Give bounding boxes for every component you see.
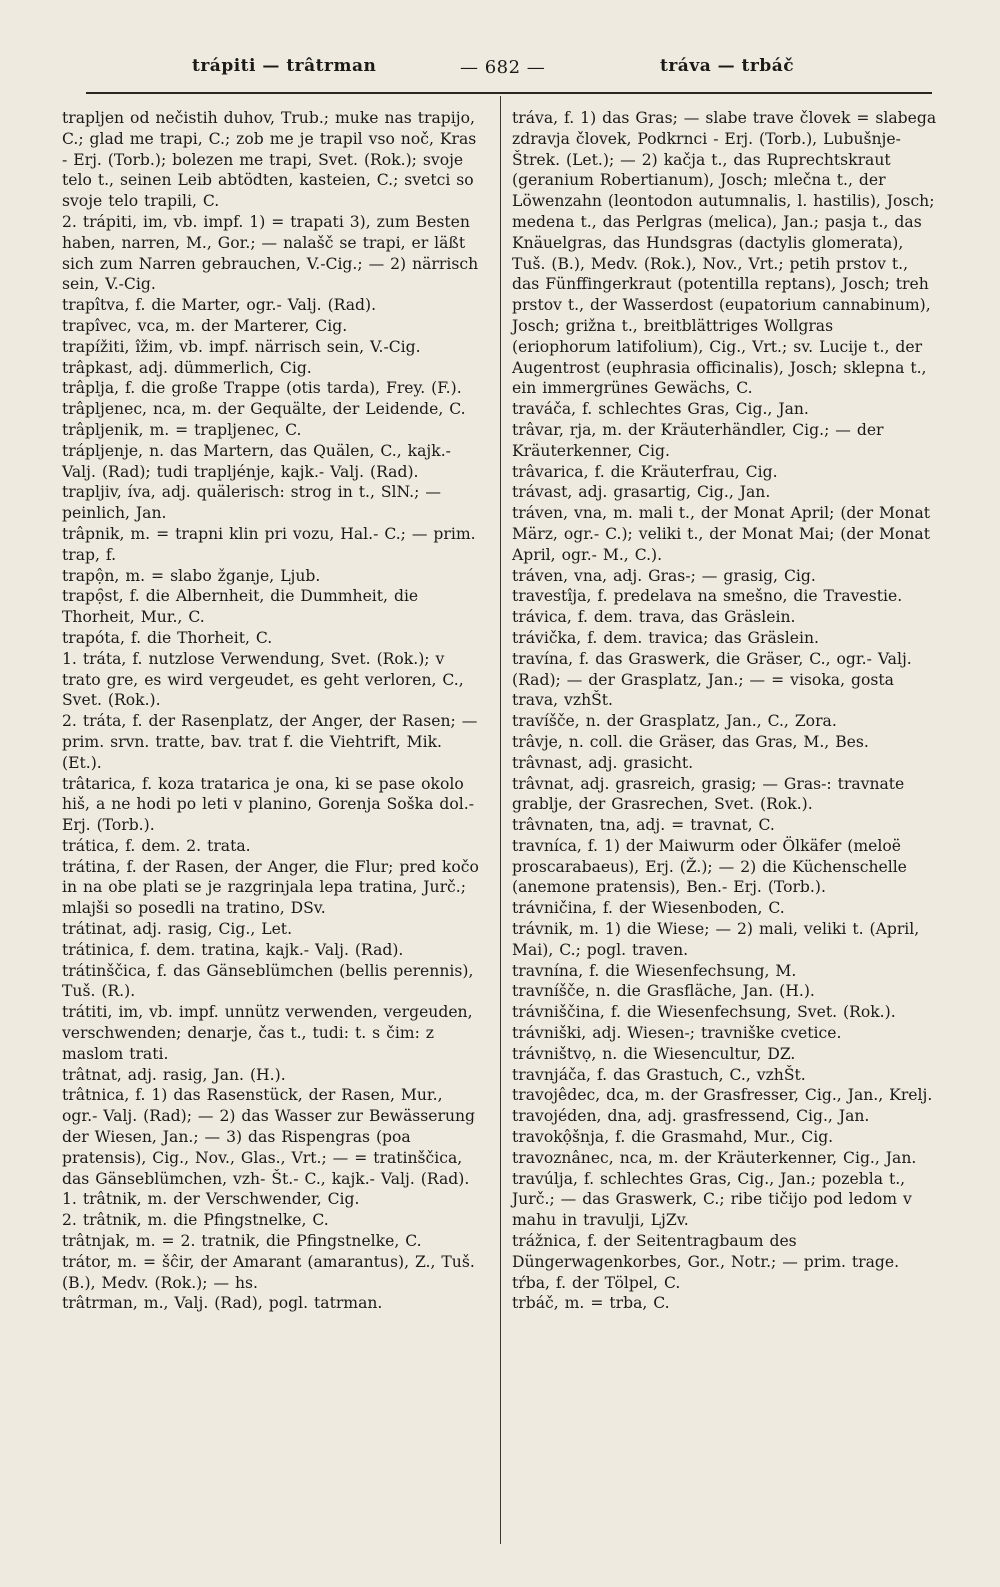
dictionary-entry: travnína, f. die Wiesenfechsung, M. [512,961,797,980]
dictionary-entry: trátinat, adj. rasig, Cig., Let. [62,920,293,939]
dictionary-entry: trapóta, f. die Thorheit, C. [62,628,273,647]
dictionary-entry: trâplja, f. die große Trappe (otis tarda), Frey. (F.). [62,379,462,398]
dictionary-entry: trátina, f. der Rasen, der Anger, die Flur; pred kočo in na obe plati se je razgrinjala lepa tratina, Jurč.; mlajši so posedli na tratino, DSv. [62,857,479,918]
dictionary-entry: traváča, f. schlechtes Gras, Cig., Jan. [512,400,809,419]
dictionary-entry: 2. trâtnik, m. die Pfingstnelke, C. [62,1211,329,1230]
dictionary-entry: trática, f. dem. 2. trata. [62,836,251,855]
dictionary-entry: trapộn, m. = slabo žganje, Ljub. [62,566,321,585]
dictionary-entry: trávniščina, f. die Wiesenfechsung, Svet. (Rok.). [512,1003,896,1022]
dictionary-entry: trápljenje, n. das Martern, das Quälen, C., kajk.- Valj. (Rad); tudi trapljénje, kajk.- Valj. (Rad). [62,441,451,481]
dictionary-entry: trâpljenec, nca, m. der Gequälte, der Leidende, C. [62,400,466,419]
left-column [62,108,482,1314]
dictionary-entry: tráva, f. 1) das Gras; — slabe trave človek = slabega zdravja človek, Podkrnci - Erj. (Torb.), Lubušnje-Štrek. (Let.); — 2) kačja t., das Ruprechtskraut (geranium Robertianum), Josch; mlečna t., der Löwenzahn (leontodon autumnalis, l. hastilis), Josch; medena t., das Perlgras (melica), Jan.; pasja t., das Knäuelgras, das Hundsgras (dactylis glomerata), Tuš. (B.), Medv. (Rok.), Nov., Vrt.; petih prstov t., das Fünffingerkraut (potentilla reptans), Josch; treh prstov t., der Wasserdost (eupatorium cannabinum), Josch; grižna t., breitblättriges Wollgras (eriophorum latifolium), Cig., Vrt.; sv. Lucije t., der Augentrost (euphrasia officinalis), Josch; sklepna t., ein immergrünes Gewächs, C. [512,109,937,398]
dictionary-entry: trâvarica, f. die Kräuterfrau, Cig. [512,462,778,481]
dictionary-entry: trávica, f. dem. trava, das Gräslein. [512,608,796,627]
dictionary-entry: trâvnast, adj. grasicht. [512,753,694,772]
dictionary-entry: 1. tráta, f. nutzlose Verwendung, Svet. (Rok.); v trato gre, es wird vergeudet, es geht verloren, C., Svet. (Rok.). [62,649,464,710]
dictionary-entry: trátinščica, f. das Gänseblümchen (bellis perennis), Tuš. (R.). [62,961,474,1001]
dictionary-entry: 2. tráta, f. der Rasenplatz, der Anger, der Rasen; — prim. srvn. tratte, bav. trat f. die Viehtrift, Mik. (Et.). [62,712,478,772]
dictionary-entry: travojéden, dna, adj. grasfressend, Cig., Jan. [512,1107,870,1126]
dictionary-entry: trapljen od nečistih duhov, Trub.; muke nas trapijo, C.; glad me trapi, C.; zob me je trapil vso noč, Kras - Erj. (Torb.); bolezen me trapi, Svet. (Rok.); svoje telo t., seinen Leib abtödten, kasteien, C.; svetci so svoje telo trapili, C. [62,109,477,211]
dictionary-entry: trâtnat, adj. rasig, Jan. (H.). [62,1065,286,1084]
dictionary-entry: trâvar, rja, m. der Kräuterhändler, Cig.; — der Kräuterkenner, Cig. [512,420,884,460]
dictionary-entry: tŕba, f. der Tölpel, C. [512,1273,681,1292]
dictionary-entry: trapížiti, îžim, vb. impf. närrisch sein, V.-Cig. [62,337,421,356]
dictionary-entry: trâtrman, m., Valj. (Rad), pogl. tatrman. [62,1294,383,1313]
dictionary-entry: trávničina, f. der Wiesenboden, C. [512,899,785,918]
right-guide-word: tráva — trbáč [660,56,795,76]
dictionary-entry: trâtnjak, m. = 2. tratnik, die Pfingstnelke, C. [62,1232,422,1251]
dictionary-entry: trávništvọ, n. die Wiesencultur, DZ. [512,1044,796,1063]
dictionary-entry: trapîtva, f. die Marter, ogr.- Valj. (Rad). [62,296,377,315]
dictionary-entry: 1. trâtnik, m. der Verschwender, Cig. [62,1190,360,1209]
dictionary-entry: trâtarica, f. koza tratarica je ona, ki se pase okolo hiš, a ne hodi po leti v planino, Gorenja Soška dol.- Erj. (Torb.). [62,774,474,835]
dictionary-entry: trâpkast, adj. dümmerlich, Cig. [62,358,312,377]
dictionary-entry: travína, f. das Graswerk, die Gräser, C., ogr.- Valj. (Rad); — der Grasplatz, Jan.; — = visoka, gosta trava, vzhŠt. [512,649,912,710]
dictionary-entry: trávička, f. dem. travica; das Gräslein. [512,628,819,647]
dictionary-entry: trâvnat, adj. grasreich, grasig; — Gras-: travnate grablje, der Grasrechen, Svet. (Rok.). [512,774,905,814]
dictionary-entry: tráven, vna, m. mali t., der Monat April; (der Monat März, ogr.- C.); veliki t., der Monat Mai; (der Monat April, ogr.- M., C.). [512,504,931,564]
dictionary-entry: trapọ̑st, f. die Albernheit, die Dummheit, die Thorheit, Mur., C. [62,587,419,627]
page-number: — 682 — [460,57,546,78]
right-column [512,108,937,1314]
header-rule [86,92,932,94]
dictionary-entry: trávnik, m. 1) die Wiese; — 2) mali, veliki t. (April, Mai), C.; pogl. traven. [512,920,920,959]
left-guide-word: trápiti — trâtrman [192,56,377,76]
dictionary-entry: trátinica, f. dem. tratina, kajk.- Valj. (Rad). [62,940,404,959]
dictionary-entry: trávniški, adj. Wiesen-; travniške cvetice. [512,1024,842,1043]
dictionary-entry: travíšče, n. der Grasplatz, Jan., C., Zora. [512,712,837,731]
dictionary-entry: trážnica, f. der Seitentragbaum des Düngerwagenkorbes, Gor., Notr.; — prim. trage. [512,1232,900,1271]
dictionary-entry: travojêdec, dca, m. der Grasfresser, Cig., Jan., Krelj. [512,1086,933,1105]
dictionary-entry: travnjáča, f. das Grastuch, C., vzhŠt. [512,1065,806,1084]
column-divider [500,96,501,1544]
dictionary-entry: trapljiv, íva, adj. quälerisch: strog in t., SlN.; — peinlich, Jan. [62,483,441,523]
dictionary-entry: tráven, vna, adj. Gras-; — grasig, Cig. [512,566,816,585]
dictionary-entry: travestîja, f. predelava na smešno, die Travestie. [512,587,903,606]
dictionary-entry: 2. trápiti, im, vb. impf. 1) = trapati 3), zum Besten haben, narren, M., Gor.; — nalašč se trapi, er läßt sich zum Narren gebrauchen, V.-Cig.; — 2) närrisch sein, V.-Cig. [62,212,479,294]
dictionary-entry: trâpljenik, m. = trapljenec, C. [62,420,302,439]
dictionary-entry: trátor, m. = šĉir, der Amarant (amarantus), Z., Tuš. (B.), Medv. (Rok.); — hs. [62,1252,475,1292]
dictionary-entry: trâvje, n. coll. die Gräser, das Gras, M., Bes. [512,732,869,751]
dictionary-entry: trâvnaten, tna, adj. = travnat, C. [512,816,775,835]
page-header [150,54,940,84]
dictionary-entry: travoznânec, nca, m. der Kräuterkenner, Cig., Jan. [512,1148,917,1167]
dictionary-entry: trâpnik, m. = trapni klin pri vozu, Hal.- C.; — prim. trap, f. [62,524,476,564]
dictionary-entry: travúlja, f. schlechtes Gras, Cig., Jan.; pozebla t., Jurč.; — das Graswerk, C.; ribe tičijo pod ledom v mahu in travulji, LjZv. [512,1169,912,1230]
dictionary-entry: travokộšnja, f. die Grasmahd, Mur., Cig. [512,1128,834,1147]
dictionary-entry: trátiti, im, vb. impf. unnütz verwenden, vergeuden, verschwenden; denarje, čas t., tudi: t. s čim: z maslom trati. [62,1003,473,1063]
dictionary-entry: travníca, f. 1) der Maiwurm oder Ölkäfer (meloë proscarabaeus), Erj. (Ž.); — 2) die Küchenschelle (anemone pratensis), Ben.- Erj. (Torb.). [512,836,907,897]
dictionary-entry: trâtnica, f. 1) das Rasenstück, der Rasen, Mur., ogr.- Valj. (Rad); — 2) das Wasser zur Bewässerung der Wiesen, Jan.; — 3) das Rispengras (poa pratensis), Cig., Nov., Glas., Vrt.; — = tratinščica, das Gänseblümchen, vzh- Št.- C., kajk.- Valj. (Rad). [62,1086,476,1188]
dictionary-entry: trapîvec, vca, m. der Marterer, Cig. [62,316,348,335]
dictionary-entry: trbáč, m. = trba, C. [512,1294,670,1313]
dictionary-entry: travníšče, n. die Grasfläche, Jan. (H.). [512,982,815,1001]
dictionary-entry: trávast, adj. grasartig, Cig., Jan. [512,483,771,502]
